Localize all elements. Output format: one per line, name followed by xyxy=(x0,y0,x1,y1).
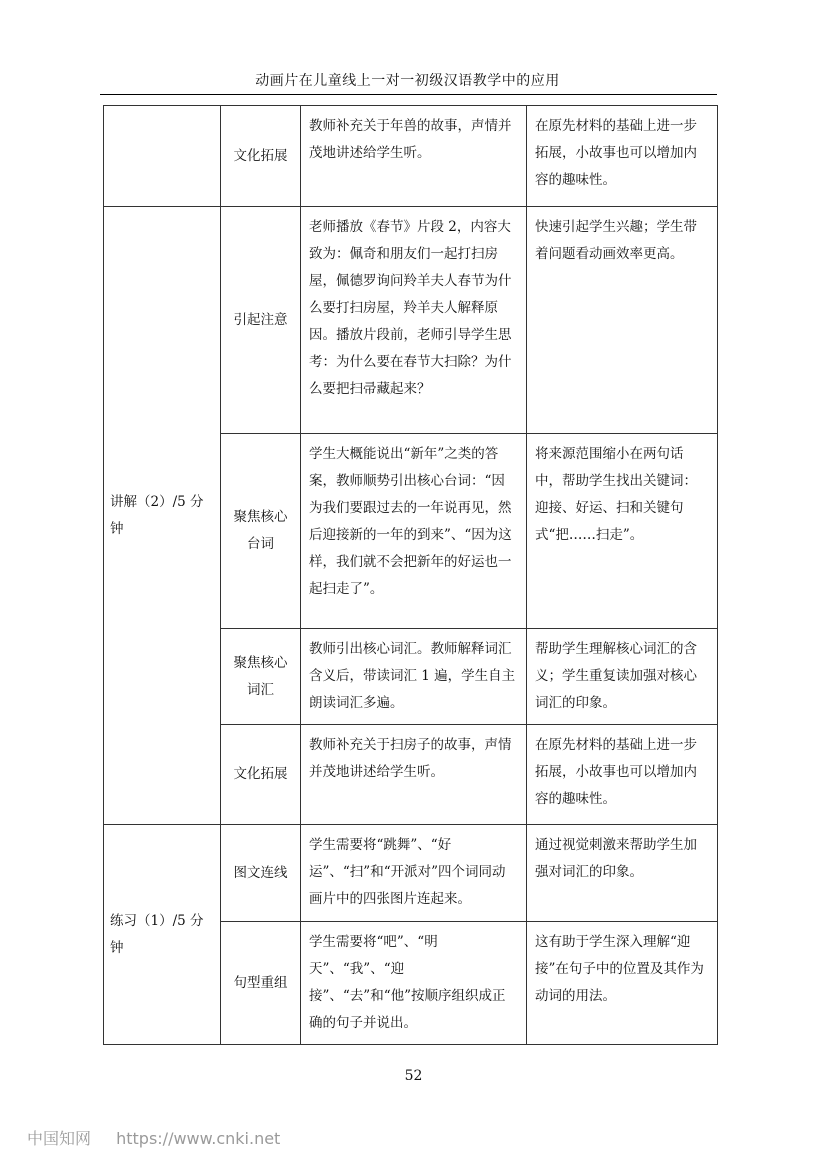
stage-cell: 练习（1）/5 分钟 xyxy=(104,825,221,1045)
purpose-cell: 帮助学生理解核心词汇的含义；学生重复读加强对核心词汇的印象。 xyxy=(527,629,718,725)
step-cell: 图文连线 xyxy=(221,825,301,922)
activity-cell: 教师补充关于年兽的故事，声情并茂地讲述给学生听。 xyxy=(301,106,527,207)
purpose-cell: 通过视觉刺激来帮助学生加强对词汇的印象。 xyxy=(527,825,718,922)
activity-cell: 教师补充关于扫房子的故事，声情并茂地讲述给学生听。 xyxy=(301,725,527,825)
activity-cell: 学生需要将“吧”、“明天”、“我”、“迎接”、“去”和“他”按顺序组织成正确的句子并说出。 xyxy=(301,922,527,1045)
activity-cell: 教师引出核心词汇。教师解释词汇含义后，带读词汇 1 遍，学生自主朗读词汇多遍。 xyxy=(301,629,527,725)
stage-cell: 讲解（2）/5 分钟 xyxy=(104,207,221,825)
watermark-brand: 中国知网 xyxy=(27,1129,92,1148)
watermark-url: https://www.cnki.net xyxy=(116,1129,281,1148)
table-row xyxy=(104,106,718,207)
activity-cell: 学生大概能说出“新年”之类的答案，教师顺势引出核心台词：“因为我们要跟过去的一年说再见，然后迎接新的一年的到来”、“因为这样，我们就不会把新年的好运也一起扫走了”。 xyxy=(301,434,527,629)
table-row xyxy=(104,207,718,434)
cnki-watermark xyxy=(27,1126,280,1149)
purpose-cell: 在原先材料的基础上进一步拓展，小故事也可以增加内容的趣味性。 xyxy=(527,106,718,207)
step-cell: 聚焦核心台词 xyxy=(221,434,301,629)
purpose-cell: 在原先材料的基础上进一步拓展，小故事也可以增加内容的趣味性。 xyxy=(527,725,718,825)
header-rule xyxy=(100,94,717,95)
purpose-cell: 将来源范围缩小在两句话中，帮助学生找出关键词：迎接、好运、扫和关键句式“把……扫走”。 xyxy=(527,434,718,629)
purpose-cell: 快速引起学生兴趣；学生带着问题看动画效率更高。 xyxy=(527,207,718,434)
activity-cell: 学生需要将“跳舞”、“好运”、“扫”和“开派对”四个词同动画片中的四张图片连起来。 xyxy=(301,825,527,922)
step-cell: 文化拓展 xyxy=(221,106,301,207)
lesson-plan-table xyxy=(103,105,718,1045)
running-header: 动画片在儿童线上一对一初级汉语教学中的应用 xyxy=(255,73,560,89)
page-number: 52 xyxy=(404,1068,423,1084)
step-cell: 句型重组 xyxy=(221,922,301,1045)
step-cell: 聚焦核心词汇 xyxy=(221,629,301,725)
table-row xyxy=(104,825,718,922)
step-cell: 引起注意 xyxy=(221,207,301,434)
activity-cell: 老师播放《春节》片段 2，内容大致为：佩奇和朋友们一起打扫房屋，佩德罗询问羚羊夫人春节为什么要打扫房屋，羚羊夫人解释原因。播放片段前，老师引导学生思考：为什么要在春节大扫除？为什么要把扫帚藏起来？ xyxy=(301,207,527,434)
stage-cell xyxy=(104,106,221,207)
step-cell: 文化拓展 xyxy=(221,725,301,825)
purpose-cell: 这有助于学生深入理解“迎接”在句子中的位置及其作为动词的用法。 xyxy=(527,922,718,1045)
